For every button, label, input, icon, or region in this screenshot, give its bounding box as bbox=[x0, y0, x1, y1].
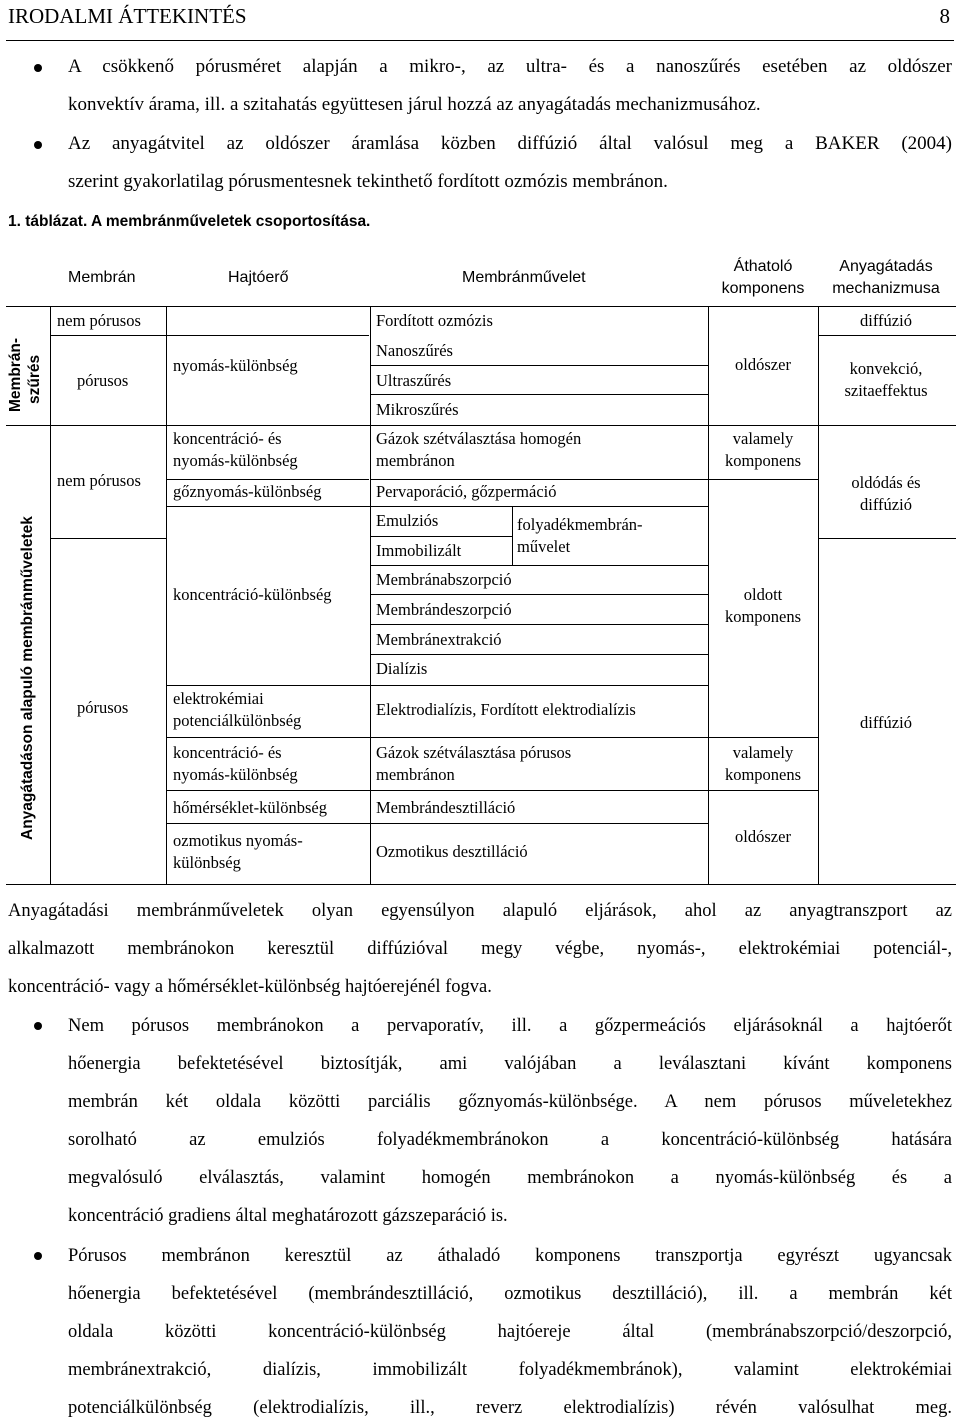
cell-line: potenciálkülönbség bbox=[173, 711, 302, 730]
muvelet-mikroszures: Mikroszűrés bbox=[376, 400, 459, 419]
paragraph-line: koncentráció- vagy a hőmérséklet-különbség hajtóerejénél fogva. bbox=[8, 977, 492, 997]
cell-line: komponens bbox=[724, 451, 802, 470]
mechanizmus-diffuzio: diffúzió bbox=[860, 713, 912, 732]
hajtoero-konc: koncentráció-különbség bbox=[173, 585, 332, 604]
cell-line: művelet bbox=[517, 537, 571, 556]
cell-line: Gázok szétválasztása homogén bbox=[376, 429, 582, 448]
muvelet-membrandesztillacio: Membrándesztilláció bbox=[376, 798, 516, 817]
muvelet-folyadekmembran bbox=[517, 514, 643, 558]
page-number: 8 bbox=[939, 4, 950, 28]
bullet-icon bbox=[34, 1022, 42, 1030]
muvelet-elektrodializis: Elektrodialízis, Fordított elektrodialízis bbox=[376, 700, 636, 719]
group-label-line: Membrán- bbox=[7, 337, 24, 412]
cell-line: különbség bbox=[173, 853, 241, 872]
bullet-line: hőenergia befektetésével biztosítják, ami valójában a leválasztani kívánt komponens bbox=[68, 1054, 952, 1074]
membran-nem-porusos: nem pórusos bbox=[57, 311, 141, 330]
section-title: IRODALMI ÁTTEKINTÉS bbox=[8, 4, 247, 28]
hajtoero-ozmotikus bbox=[173, 830, 303, 874]
bullet-line: potenciálkülönbség (elektrodialízis, ill., reverz elektrodialízis) révén valósulhat meg. bbox=[68, 1398, 952, 1418]
cell-line: membránon bbox=[376, 451, 455, 470]
mechanizmus-diffuzio: diffúzió bbox=[860, 311, 912, 330]
cell-line: koncentráció- és bbox=[173, 429, 282, 448]
bullet-line: koncentráció gradiens által meghatározott gázszeparáció is. bbox=[68, 1206, 508, 1226]
muvelet-ultraszures: Ultraszűrés bbox=[376, 371, 452, 390]
paragraph-line: Anyagátadási membránműveletek olyan egyensúlyon alapuló eljárások, ahol az anyagtranszport az bbox=[8, 901, 952, 921]
bullet-line: szerint gyakorlatilag pórusmentesnek tekinthető fordított ozmózis membránon. bbox=[68, 171, 668, 192]
group-label-line: szűrés bbox=[26, 354, 43, 404]
hajtoero-goznyomas: gőznyomás-különbség bbox=[173, 482, 322, 501]
athatolo-valamely bbox=[708, 742, 818, 786]
bullet-line: membránextrakció, dialízis, immobilizált folyadékmembránok), valamint elektrokémiai bbox=[68, 1360, 952, 1380]
header-line: mechanizmusa bbox=[832, 280, 940, 297]
muvelet-gazok-homogen bbox=[376, 428, 581, 472]
bullet-icon bbox=[34, 1252, 42, 1260]
muvelet-membrandeszorpcio: Membrándeszorpció bbox=[376, 600, 512, 619]
hajtoero-elektrokemiai bbox=[173, 688, 301, 732]
athatolo-oldoszer: oldószer bbox=[735, 355, 791, 374]
header-line: komponens bbox=[721, 280, 805, 297]
athatolo-oldott bbox=[708, 584, 818, 628]
muvelet-membranabszorpcio: Membránabszorpció bbox=[376, 570, 512, 589]
bullet-line: sorolható az emulziós folyadékmembránokon a koncentráció-különbség hatására bbox=[68, 1130, 952, 1150]
muvelet-ozmotikus-desztillacio: Ozmotikus desztilláció bbox=[376, 842, 528, 861]
bullet-line: konvektív árama, ill. a szitahatás együttesen járul hozzá az anyagátadás mechanizmusához. bbox=[68, 94, 761, 115]
muvelet-forditott-ozmozis: Fordított ozmózis bbox=[376, 311, 493, 330]
cell-line: konvekció, bbox=[849, 359, 923, 378]
cell-line: oldott bbox=[743, 585, 783, 604]
muvelet-pervaporacio: Pervaporáció, gőzpermáció bbox=[376, 482, 557, 501]
group-label-membranszures bbox=[6, 338, 44, 412]
cell-line: Gázok szétválasztása pórusos bbox=[376, 743, 572, 762]
muvelet-emulzios: Emulziós bbox=[376, 511, 439, 530]
mechanizmus-konvekcio bbox=[818, 358, 954, 402]
bullet-line: oldala közötti koncentráció-különbség hajtóereje által (membránabszorpció/deszorpció, bbox=[68, 1322, 952, 1342]
bullet-line: Az anyagátvitel az oldószer áramlása közben diffúzió által valósul meg a BAKER (2004) bbox=[68, 133, 952, 154]
column-header-anyagatadas bbox=[818, 256, 954, 300]
cell-line: oldódás és bbox=[851, 473, 921, 492]
bullet-line: megvalósuló elválasztás, valamint homogén membránokon a nyomás-különbség és a bbox=[68, 1168, 952, 1188]
cell-line: diffúzió bbox=[860, 495, 912, 514]
table-caption: 1. táblázat. A membránműveletek csoportosítása. bbox=[8, 213, 371, 230]
muvelet-nanoszures: Nanoszűrés bbox=[376, 341, 453, 360]
hajtoero-konc-nyomas bbox=[173, 742, 298, 786]
column-header-membranmuvelet: Membránművelet bbox=[462, 269, 586, 286]
bullet-line: membrán két oldala közötti parciális gőznyomás-különbsége. A nem pórusos műveletekhez bbox=[68, 1092, 952, 1112]
column-header-athatolo bbox=[708, 256, 818, 300]
header-line: Anyagátadás bbox=[839, 258, 933, 275]
membran-porusos: pórusos bbox=[77, 698, 129, 717]
muvelet-gazok-porusos bbox=[376, 742, 571, 786]
cell-line: szitaeffektus bbox=[844, 381, 928, 400]
athatolo-oldoszer: oldószer bbox=[735, 827, 791, 846]
hajtoero-homerseklet: hőmérséklet-különbség bbox=[173, 798, 327, 817]
muvelet-immobilizalt: Immobilizált bbox=[376, 541, 462, 560]
mechanizmus-oldodas bbox=[818, 472, 954, 516]
athatolo-valamely bbox=[708, 428, 818, 472]
cell-line: elektrokémiai bbox=[173, 689, 264, 708]
cell-line: komponens bbox=[724, 765, 802, 784]
bullet-line: Nem pórusos membránokon a pervaporatív, ill. a gőzpermeációs eljárásoknál a hajtóerőt bbox=[68, 1016, 952, 1036]
paragraph-line: alkalmazott membránokon keresztül diffúzióval megy végbe, nyomás-, elektrokémiai potenciál-, bbox=[8, 939, 952, 959]
cell-line: valamely bbox=[732, 743, 794, 762]
cell-line: folyadékmembrán- bbox=[517, 515, 643, 534]
column-header-membran: Membrán bbox=[68, 269, 136, 286]
cell-line: nyomás-különbség bbox=[173, 451, 298, 470]
bullet-line: Pórusos membránon keresztül az áthaladó komponens transzportja egyrészt ugyancsak bbox=[68, 1246, 952, 1266]
cell-line: koncentráció- és bbox=[173, 743, 282, 762]
muvelet-membranextrakcio: Membránextrakció bbox=[376, 630, 502, 649]
cell-line: valamely bbox=[732, 429, 794, 448]
cell-line: ozmotikus nyomás- bbox=[173, 831, 303, 850]
muvelet-dializis: Dialízis bbox=[376, 659, 428, 678]
header-line: Áthatoló bbox=[733, 258, 793, 275]
membran-nem-porusos: nem pórusos bbox=[57, 471, 141, 490]
cell-line: komponens bbox=[724, 607, 802, 626]
bullet-line: A csökkenő pórusméret alapján a mikro-, az ultra- és a nanoszűrés esetében az oldószer bbox=[68, 56, 952, 77]
cell-line: membránon bbox=[376, 765, 455, 784]
bullet-line: hőenergia befektetésével (membrándesztilláció, ozmotikus desztilláció), ill. a membrán két bbox=[68, 1284, 952, 1304]
membran-porusos: pórusos bbox=[77, 371, 129, 390]
column-header-hajtoero: Hajtóerő bbox=[228, 269, 289, 286]
hajtoero-konc-nyomas bbox=[173, 428, 298, 472]
cell-line: nyomás-különbség bbox=[173, 765, 298, 784]
hajtoero-nyomas: nyomás-különbség bbox=[173, 356, 298, 375]
group-label-anyagatadason: Anyagátadáson alapuló membránműveletek bbox=[19, 516, 36, 840]
